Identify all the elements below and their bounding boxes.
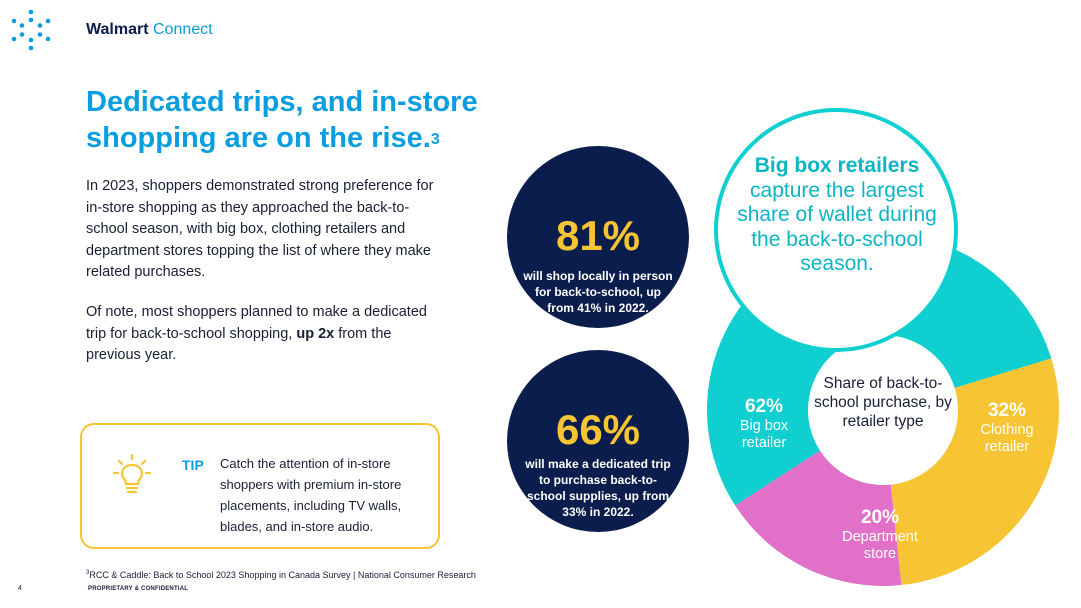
intro-paragraph: In 2023, shoppers demonstrated strong preference for in-store shopping as they approached the back-to-school season, with big box, clothing retailers and department stores topping the list of where they make related purchases. <box>86 178 434 280</box>
segment-name: Clothing retailer <box>980 422 1034 455</box>
footnote-ref: 3 <box>86 570 90 576</box>
stat-description: will make a dedicated trip to purchase back-to-school supplies, up from 33% in 2022. <box>525 457 671 519</box>
source-footnote <box>86 570 476 580</box>
note-paragraph-tail: from the previous year. <box>86 325 392 363</box>
segment-label-clothing <box>970 400 1044 456</box>
segment-label-department-store <box>828 507 932 563</box>
brand-name-light: Connect <box>152 21 213 38</box>
brand-name-bold: Walmart <box>86 21 149 38</box>
note-paragraph-bold: up 2x <box>296 325 335 342</box>
footnote-text: RCC & Caddle: Back to School 2023 Shopping in Canada Survey | National Consumer Research <box>89 570 476 580</box>
stat-value: 66% <box>555 406 641 453</box>
tip-text: Catch the attention of in-store shoppers with premium in-store placements, including TV walls, blades, and in-store audio. <box>220 456 402 534</box>
segment-label-big-box <box>728 396 800 452</box>
segment-value: 32% <box>987 400 1027 421</box>
title-footnote-ref: 3 <box>430 131 440 148</box>
confidential-notice: PROPRIETARY & CONFIDENTIAL <box>88 586 189 592</box>
page-number: 4 <box>18 585 22 592</box>
segment-value: 20% <box>860 507 900 528</box>
stat-value: 81% <box>555 212 641 259</box>
callout-bold: Big box retailers <box>754 154 920 177</box>
stat-description: will shop locally in person for back-to-school, up from 41% in 2022. <box>523 269 673 315</box>
segment-value: 62% <box>744 396 784 417</box>
segment-name: Department store <box>842 529 918 562</box>
segment-name: Big box retailer <box>739 418 789 451</box>
donut-center-label: Share of back-to-school purchase, by retailer type <box>814 375 952 430</box>
callout-text <box>728 154 946 277</box>
note-paragraph-text: Of note, most shoppers planned to make a dedicated trip for back-to-school shopping, <box>86 304 427 342</box>
tip-label: TIP <box>182 457 204 473</box>
callout-rest: capture the largest share of wallet during the back-to-school season. <box>737 178 937 275</box>
page-title-text: Dedicated trips, and in-store shopping are on the rise. <box>86 86 478 154</box>
